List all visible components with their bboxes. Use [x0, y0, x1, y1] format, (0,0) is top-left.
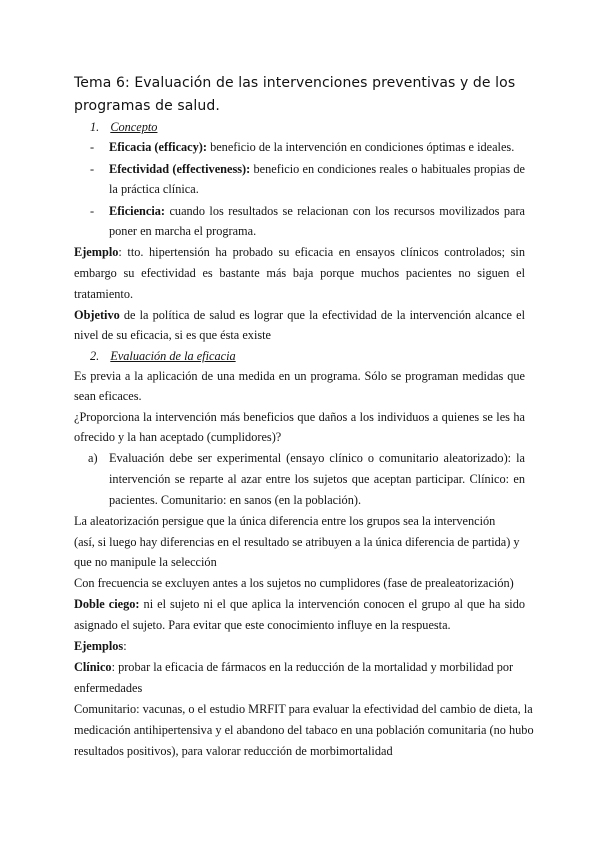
objetivo-line-2: nivel de su eficacia, si es que ésta existe — [74, 328, 272, 342]
ejemplo-text: : tto. hipertensión ha probado su eficacia en ensayos clínicos controlados; sin — [118, 245, 525, 259]
title-line-1: Tema 6: Evaluación de las intervenciones preventivas y de los — [74, 75, 516, 91]
section-2-heading — [90, 349, 236, 364]
bullet-eficiencia-line-2: poner en marcha el programa. — [109, 224, 257, 238]
term-eficacia: Eficacia (efficacy): — [109, 140, 207, 154]
paragraph-previa-line-2: sean eficaces. — [74, 389, 142, 403]
item-a-label: a) — [88, 451, 98, 465]
item-a-line-2: intervención se reparte al azar entre los sujetos que aceptan participar. Clínico: en — [109, 472, 525, 486]
term-efectividad: Efectividad (effectiveness): — [109, 162, 251, 176]
section-2-title: Evaluación de la eficacia — [110, 349, 236, 363]
term-doble-ciego: Doble ciego: — [74, 597, 140, 611]
bullet-text: beneficio en condiciones reales o habituales propias de — [253, 162, 526, 176]
clinico-text: : probar la eficacia de fármacos en la reducción de la mortalidad y morbilidad por — [111, 660, 514, 674]
bullet-efectividad-line-1 — [109, 162, 525, 177]
ejemplo-line-2: embargo su efectividad es bastante más baja porque muchos pacientes no siguen el — [74, 266, 525, 280]
comunitario-line-3: resultados positivos), para valorar reducción de morbimortalidad — [74, 744, 393, 758]
objetivo-text: de la política de salud es lograr que la efectividad de la intervención alcance el — [123, 308, 525, 322]
ejemplos-heading — [74, 639, 127, 654]
bullet-eficacia — [109, 140, 514, 155]
aleatorizacion-line-2: (así, si luego hay diferencias en el resultado se atribuyen a la única diferencia de partida) y — [74, 535, 520, 549]
doble-ciego-line-2: asignado el sujeto. Para evitar que este conocimiento influye en la respuesta. — [74, 618, 451, 632]
bullet-efectividad-line-2: la práctica clínica. — [109, 182, 199, 196]
aleatorizacion-line-3: que no manipule la selección — [74, 555, 217, 569]
prealeatorizacion-line: Con frecuencia se excluyen antes a los sujetos no cumplidores (fase de prealeatorización) — [74, 576, 514, 590]
objetivo-line-1 — [74, 308, 525, 323]
section-1-heading — [90, 120, 157, 135]
clinico-line-1 — [74, 660, 513, 675]
clinico-line-2: enfermedades — [74, 681, 143, 695]
section-1-number: 1. — [90, 120, 100, 134]
term-ejemplo: Ejemplo — [74, 245, 119, 259]
paragraph-previa-line-1: Es previa a la aplicación de una medida en un programa. Sólo se programan medidas que — [74, 369, 525, 383]
bullet-dash: - — [90, 204, 95, 218]
term-ejemplos: Ejemplos — [74, 639, 124, 653]
ejemplos-colon: : — [123, 639, 127, 653]
section-2-number: 2. — [90, 349, 100, 363]
aleatorizacion-line-1: La aleatorización persigue que la única diferencia entre los grupos sea la intervención — [74, 514, 496, 528]
bullet-dash: - — [90, 162, 95, 176]
question-line-1: ¿Proporciona la intervención más beneficios que daños a los individuos a quienes se les ha — [74, 410, 525, 424]
question-line-2: ofrecido y la han aceptado (cumplidores)? — [74, 430, 282, 444]
bullet-text: beneficio de la intervención en condiciones óptimas e ideales. — [210, 140, 515, 154]
bullet-eficiencia-line-1 — [109, 204, 525, 219]
term-clinico: Clínico — [74, 660, 112, 674]
term-objetivo: Objetivo — [74, 308, 120, 322]
item-a-line-1: Evaluación debe ser experimental (ensayo clínico o comunitario aleatorizado): la — [109, 451, 525, 465]
ejemplo-line-1 — [74, 245, 525, 260]
comunitario-line-1: Comunitario: vacunas, o el estudio MRFIT para evaluar la efectividad del cambio de dieta, la — [74, 702, 533, 716]
section-1-title: Concepto — [110, 120, 158, 134]
comunitario-line-2: medicación antihipertensiva y el abandono del tabaco en una población comunitaria (no hubo — [74, 723, 534, 737]
term-eficiencia: Eficiencia: — [109, 204, 166, 218]
doble-ciego-line-1 — [74, 597, 525, 612]
title-line-2: programas de salud. — [74, 97, 220, 114]
bullet-dash: - — [90, 140, 95, 154]
page-title — [74, 72, 544, 117]
doble-ciego-text: ni el sujeto ni el que aplica la intervención conocen el grupo al que ha sido — [143, 597, 526, 611]
item-a-line-3: pacientes. Comunitario: en sanos (en la población). — [109, 493, 362, 507]
bullet-text: cuando los resultados se relacionan con los recursos movilizados para — [169, 204, 525, 218]
ejemplo-line-3: tratamiento. — [74, 287, 134, 301]
